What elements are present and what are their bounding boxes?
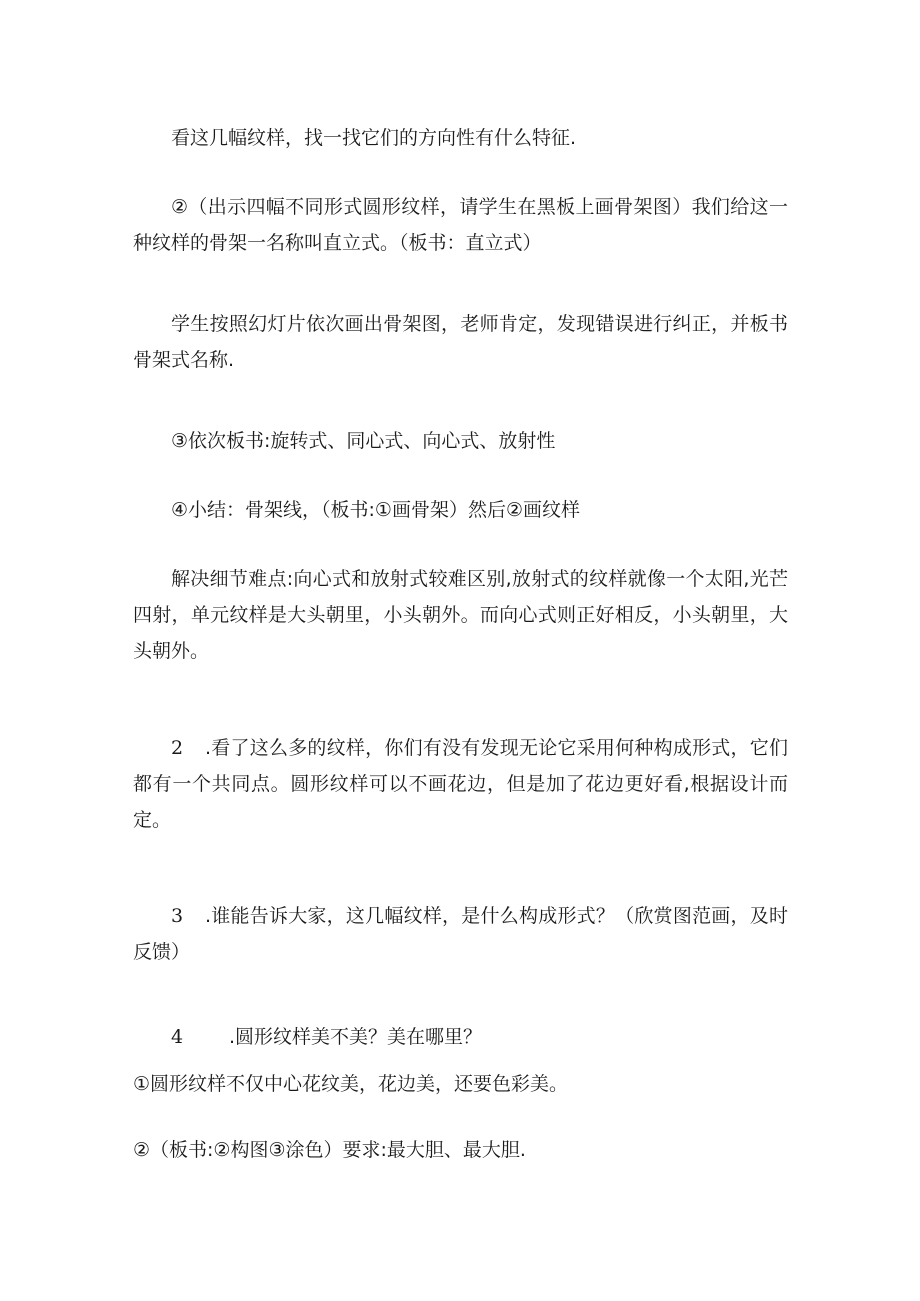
item-number: 4: [171, 1026, 184, 1048]
paragraph-students-draw: [133, 306, 788, 378]
paragraph-text: 看这几幅纹样，找一找它们的方向性有什么特征.: [171, 127, 577, 149]
paragraph-upright-style: [133, 189, 788, 261]
paragraph-summary: [133, 492, 788, 528]
paragraph-text: .看了这么多的纹样，你们有没有发现无论它采用何种构成形式，它们都有一个共同点。圆形纹样可以不画花边，但是加了花边更好看,根据设计而定。: [133, 737, 788, 831]
paragraph-observe-patterns: [133, 120, 788, 156]
paragraph-text: 学生按照幻灯片依次画出骨架图，老师肯定，发现错误进行纠正，并板书骨架式名称.: [133, 313, 788, 371]
paragraph-text: 解决细节难点:向心式和放射式较难区别,放射式的纹样就像一个太阳,光芒四射，单元纹样是大头朝里，小头朝外。而向心式则正好相反，小头朝里，大头朝外。: [133, 568, 788, 662]
paragraph-requirements: [133, 1132, 788, 1168]
paragraph-text: ④小结：骨架线，（板书:①画骨架）然后②画纹样: [171, 499, 581, 521]
paragraph-item-3: [133, 898, 788, 970]
item-number: 3: [171, 905, 184, 927]
paragraph-text: ②（板书:②构图③涂色）要求:最大胆、最大胆.: [133, 1139, 526, 1161]
paragraph-item-4: [133, 1019, 788, 1055]
paragraph-item-2: [133, 730, 788, 838]
paragraph-text: ②（出示四幅不同形式圆形纹样，请学生在黑板上画骨架图）我们给这一种纹样的骨架一名称叫直立式。（板书：直立式）: [133, 196, 788, 254]
paragraph-text: .圆形纹样美不美？美在哪里？: [229, 1026, 483, 1048]
paragraph-board-styles: [133, 423, 788, 459]
item-number: 2: [171, 737, 184, 759]
paragraph-text: ③依次板书:旋转式、同心式、向心式、放射性: [171, 430, 556, 452]
paragraph-difficulty: [133, 561, 788, 669]
paragraph-beauty: [133, 1066, 788, 1102]
paragraph-text: ①圆形纹样不仅中心花纹美，花边美，还要色彩美。: [133, 1073, 569, 1095]
paragraph-text: .谁能告诉大家，这几幅纹样，是什么构成形式？（欣赏图范画，及时反馈）: [133, 905, 788, 963]
